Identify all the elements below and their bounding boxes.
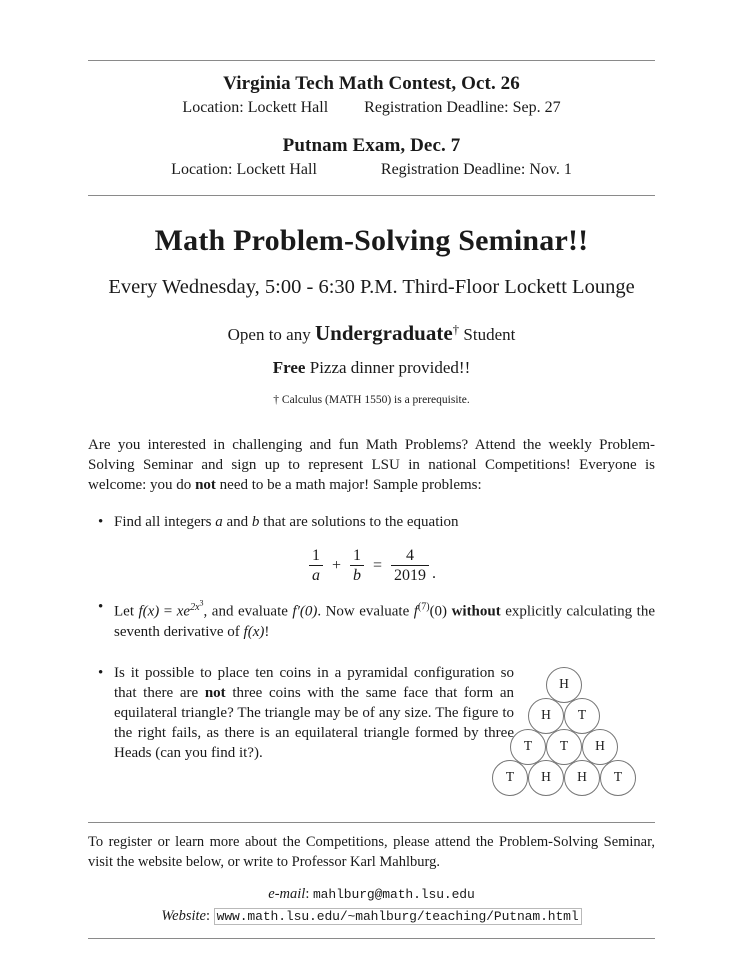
event-2-deadline: Registration Deadline: Nov. 1 bbox=[380, 161, 572, 178]
problem-2-f-prime: f′(0) bbox=[292, 603, 318, 620]
spacer bbox=[317, 161, 381, 179]
problem-2-seg-3: , and evaluate bbox=[203, 603, 293, 620]
problem-2-function-2: f(x) bbox=[243, 623, 265, 640]
dagger-marker: † bbox=[452, 321, 460, 337]
website-url-link[interactable]: www.math.lsu.edu/~mahlburg/teaching/Putnam.html bbox=[214, 908, 582, 925]
problem-2-seg-1: Let bbox=[114, 603, 139, 620]
event-2-title: Putnam Exam, Dec. 7 bbox=[282, 135, 461, 156]
free-emphasis: Free bbox=[272, 358, 306, 377]
eligibility-prefix: Open to any bbox=[227, 325, 315, 344]
plus-operator: + bbox=[331, 556, 341, 574]
coin-r4-c3: H bbox=[564, 760, 600, 796]
website-label: Website bbox=[161, 907, 206, 924]
coin-r2-c1: H bbox=[528, 698, 564, 734]
problem-3 bbox=[88, 664, 514, 764]
problem-2-expression-base: xe bbox=[176, 603, 191, 620]
prerequisite-footnote: † Calculus (MATH 1550) is a prerequisite. bbox=[273, 394, 470, 406]
fraction-one-over-a bbox=[309, 547, 323, 585]
event-1-details bbox=[88, 99, 655, 117]
denominator: a bbox=[311, 567, 320, 585]
event-2-details bbox=[88, 161, 655, 179]
problem-2-seg-4: . Now evaluate bbox=[317, 603, 414, 620]
numerator: 4 bbox=[406, 546, 415, 564]
problem-2-exponent-power: 3 bbox=[199, 598, 204, 608]
problem-2-seg-2: = bbox=[159, 603, 177, 620]
problem-1-equation bbox=[88, 547, 655, 585]
page-title: Math Problem-Solving Seminar!! bbox=[154, 224, 589, 257]
problem-3-seg-2: three coins with the same face that form an equilateral triangle? The triangle may be of any size. The figure to the right fails, as there is an equilateral triangle formed by three Heads (can you find it?). bbox=[114, 685, 515, 762]
website-colon: : bbox=[205, 907, 214, 924]
email-line bbox=[88, 886, 655, 903]
equation-period: . bbox=[432, 565, 437, 583]
sample-problems-list bbox=[88, 513, 655, 815]
header-divider bbox=[88, 195, 655, 196]
fraction-four-over-2019 bbox=[391, 547, 429, 585]
problem-2-f-seventh: f bbox=[413, 603, 418, 620]
denominator: b bbox=[353, 567, 361, 585]
bullet-icon: • bbox=[98, 513, 104, 530]
coin-r3-c3: H bbox=[582, 729, 618, 765]
equals-operator: = bbox=[373, 556, 383, 574]
footer-top-divider bbox=[88, 822, 655, 823]
problem-2-bold-without: without bbox=[451, 603, 501, 620]
eligibility-line bbox=[88, 321, 655, 346]
spacer bbox=[328, 99, 364, 117]
email-address[interactable]: mahlburg@math.lsu.edu bbox=[312, 886, 475, 902]
problem-2-f-seventh-order: (7) bbox=[417, 601, 430, 613]
email-label: e-mail bbox=[268, 885, 306, 902]
top-divider bbox=[88, 60, 655, 61]
denominator: 2019 bbox=[394, 567, 427, 585]
email-colon: : bbox=[305, 885, 313, 902]
bullet-icon: • bbox=[98, 665, 104, 682]
problem-1-text-after: that are solutions to the equation bbox=[259, 513, 459, 530]
event-1-title: Virginia Tech Math Contest, Oct. 26 bbox=[223, 73, 520, 94]
eligibility-suffix: Student bbox=[459, 325, 516, 344]
problem-2-f-seventh-arg: (0) bbox=[429, 603, 448, 620]
problem-1-text-before: Find all integers bbox=[114, 513, 216, 530]
problem-3-row bbox=[88, 664, 655, 814]
coin-r1-c1: H bbox=[546, 667, 582, 703]
coin-r4-c4: T bbox=[600, 760, 636, 796]
problem-3-bold-not: not bbox=[204, 685, 226, 702]
bottom-divider bbox=[88, 938, 655, 939]
event-1-deadline: Registration Deadline: Sep. 27 bbox=[364, 99, 561, 116]
flyer-page bbox=[88, 0, 655, 960]
event-1-location: Location: Lockett Hall bbox=[182, 99, 329, 116]
coin-r4-c1: T bbox=[492, 760, 528, 796]
numerator: 1 bbox=[311, 546, 320, 564]
problem-2-seg-6: explicitly calculating the seventh derivative of bbox=[114, 603, 656, 640]
pizza-line bbox=[88, 358, 655, 378]
intro-part-1: Are you interested in challenging and fun Math Problems? Attend the weekly Problem-Solving Seminar and sign up to represent LSU in national Competitions! Everyone is welcome: you do bbox=[88, 437, 655, 493]
coin-r4-c2: H bbox=[528, 760, 564, 796]
website-line bbox=[88, 908, 655, 925]
intro-part-2: need to be a math major! Sample problems: bbox=[215, 476, 482, 493]
seminar-schedule: Every Wednesday, 5:00 - 6:30 P.M. Third-Floor Lockett Lounge bbox=[108, 276, 635, 298]
problem-1-text-mid: and bbox=[222, 513, 252, 530]
coin-r3-c2: T bbox=[546, 729, 582, 765]
problem-1-var-a: a bbox=[215, 513, 223, 530]
problem-2-exponent: 2x bbox=[190, 601, 200, 613]
problem-2-seg-7: ! bbox=[264, 623, 270, 640]
problem-2 bbox=[88, 598, 655, 642]
bullet-icon: • bbox=[98, 599, 104, 616]
header-events bbox=[88, 73, 655, 179]
coin-pyramid-figure bbox=[493, 667, 643, 812]
coin-r2-c2: T bbox=[564, 698, 600, 734]
event-2-location: Location: Lockett Hall bbox=[171, 161, 317, 178]
intro-paragraph bbox=[88, 436, 655, 496]
fraction-one-over-b bbox=[350, 547, 364, 585]
free-rest: Pizza dinner provided!! bbox=[305, 358, 471, 377]
problem-2-function: f(x) bbox=[138, 603, 160, 620]
footer-paragraph: To register or learn more about the Competitions, please attend the Problem-Solving Seminar, visit the website below, or write to Professor Karl Mahlburg. bbox=[88, 834, 655, 870]
numerator: 1 bbox=[353, 546, 361, 564]
coin-r3-c1: T bbox=[510, 729, 546, 765]
problem-3-seg-1: Is it possible to place ten coins in a pyramidal configuration so that there are bbox=[114, 665, 514, 702]
intro-bold-not: not bbox=[195, 476, 216, 493]
problem-1 bbox=[88, 513, 655, 533]
problem-1-var-b: b bbox=[251, 513, 260, 530]
eligibility-emphasis: Undergraduate bbox=[314, 321, 453, 345]
